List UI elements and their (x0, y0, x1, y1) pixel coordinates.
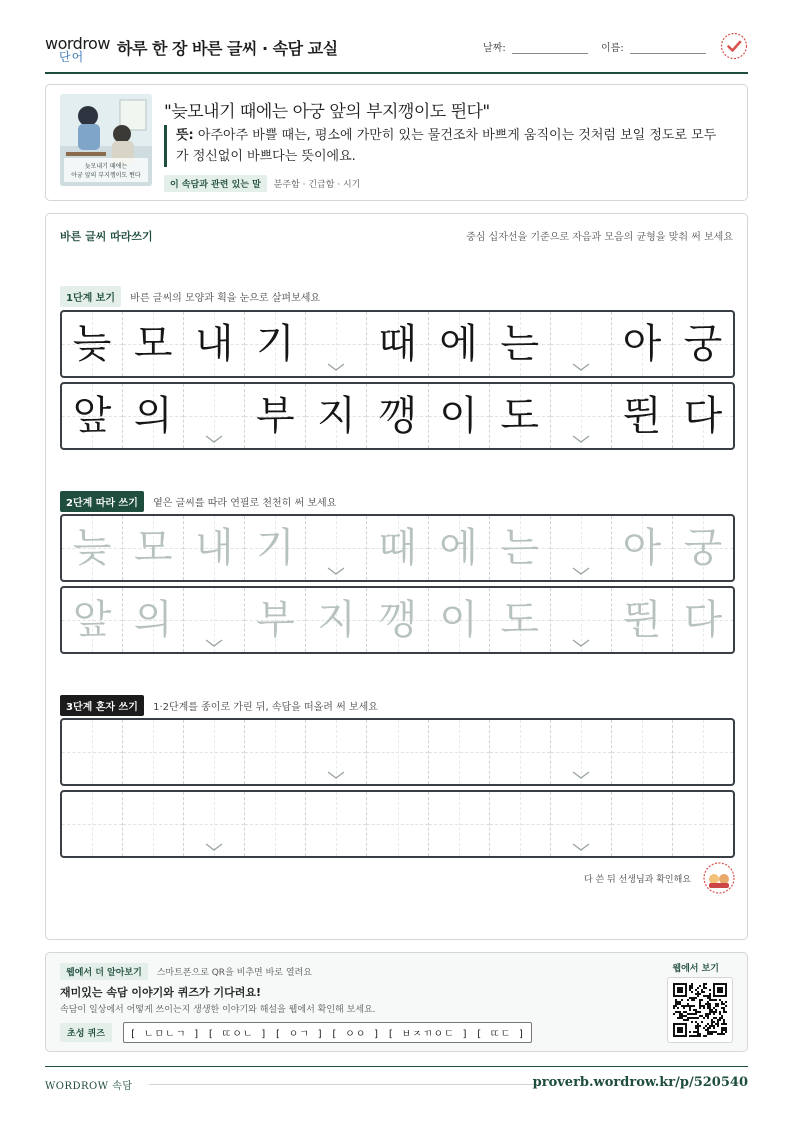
step1-row-2 (60, 382, 735, 450)
grid-character: 에 (439, 525, 478, 571)
step2-row-1[interactable] (60, 514, 735, 582)
grid-character: 깽 (378, 393, 417, 439)
space-mark-icon (572, 567, 590, 575)
web-more-chip: 웹에서 더 알아보기 (60, 963, 148, 980)
grid-character: 도 (500, 597, 540, 643)
grid-cell (367, 384, 428, 448)
grid-cell[interactable] (184, 792, 245, 856)
page-header (45, 28, 748, 74)
grid-cell[interactable] (612, 720, 673, 784)
grid-cell[interactable] (673, 792, 733, 856)
grid-cell[interactable] (367, 588, 428, 652)
grid-cell[interactable] (245, 588, 306, 652)
grid-character: 기 (256, 525, 295, 571)
grid-cell (184, 312, 245, 376)
chosung-quiz (60, 1022, 532, 1043)
grid-cell[interactable] (62, 720, 123, 784)
name-blank-line (630, 44, 706, 54)
grid-cell[interactable] (429, 720, 490, 784)
grid-cell[interactable] (551, 588, 612, 652)
grid-cell[interactable] (429, 516, 490, 580)
grid-cell (429, 312, 490, 376)
grid-character: 부 (256, 393, 295, 439)
space-mark-icon (572, 771, 590, 779)
step2-row-2[interactable] (60, 586, 735, 654)
step1-desc: 바른 글씨의 모양과 획을 눈으로 살펴보세요 (130, 293, 321, 304)
space-mark-icon (572, 363, 590, 371)
logo-wordmark: wordrow (45, 34, 110, 53)
related-label: 이 속담과 관련 있는 말 (164, 175, 267, 192)
grid-character: 부 (256, 597, 295, 643)
grid-cell[interactable] (551, 792, 612, 856)
grid-cell[interactable] (490, 516, 551, 580)
grid-character: 에 (439, 321, 478, 367)
grid-character: 앞 (72, 597, 112, 643)
related-words (164, 175, 360, 192)
grid-cell[interactable] (123, 588, 184, 652)
grid-cell (490, 312, 551, 376)
step1-tag: 1단계 보기 (60, 286, 121, 307)
grid-cell[interactable] (123, 792, 184, 856)
grid-character: 는 (500, 525, 540, 571)
grid-cell[interactable] (123, 720, 184, 784)
grid-character: 내 (194, 525, 234, 571)
quiz-label: 초성 퀴즈 (60, 1023, 112, 1042)
illustration-caption-2: 아궁 앞의 부지깽이도 뛴다 (71, 172, 141, 179)
grid-cell[interactable] (62, 588, 123, 652)
done-note: 다 쓴 뒤 선생님과 확인해요 (583, 875, 691, 885)
grid-character: 때 (378, 525, 417, 571)
grid-character: 궁 (683, 525, 723, 571)
grid-cell (245, 312, 306, 376)
grid-cell (62, 384, 123, 448)
space-mark-icon (572, 639, 590, 647)
grid-cell (673, 384, 733, 448)
grid-character: 모 (133, 525, 173, 571)
qr-code[interactable] (667, 977, 733, 1043)
step2-desc: 옅은 글씨를 따라 연필로 천천히 써 보세요 (153, 498, 337, 509)
page-title: 하루 한 장 바른 글씨 · 속담 교실 (117, 39, 338, 58)
grid-cell (490, 384, 551, 448)
grid-cell[interactable] (612, 792, 673, 856)
footer-url-link[interactable]: proverb.wordrow.kr/p/520540 (532, 1075, 748, 1090)
grid-cell[interactable] (490, 588, 551, 652)
footer-divider (149, 1084, 537, 1085)
grid-cell[interactable] (673, 588, 733, 652)
step3-desc: 1·2단계를 종이로 가린 뒤, 속담을 떠올려 써 보세요 (153, 702, 378, 713)
grid-cell[interactable] (673, 516, 733, 580)
teacher-stamp-icon (703, 862, 735, 894)
grid-character: 뛴 (622, 393, 662, 439)
space-mark-icon (205, 639, 223, 647)
qr-title: 웹에서 보기 (672, 964, 719, 974)
grid-cell[interactable] (245, 720, 306, 784)
space-mark-icon (572, 843, 590, 851)
grid-character: 의 (133, 597, 173, 643)
grid-cell[interactable] (245, 516, 306, 580)
web-more-tag (60, 963, 312, 980)
space-mark-icon (327, 567, 345, 575)
step3-row-2[interactable] (60, 790, 735, 858)
grid-cell[interactable] (490, 792, 551, 856)
name-label: 이름: (601, 43, 624, 54)
grid-cell[interactable] (367, 516, 428, 580)
grid-cell (123, 384, 184, 448)
date-field (483, 39, 588, 54)
grid-cell[interactable] (612, 516, 673, 580)
grid-cell (551, 312, 612, 376)
grid-character: 모 (133, 321, 173, 367)
grid-cell[interactable] (184, 720, 245, 784)
grid-character: 지 (317, 393, 356, 439)
grid-cell[interactable] (673, 720, 733, 784)
grid-cell[interactable] (62, 516, 123, 580)
grid-cell[interactable] (184, 516, 245, 580)
step2-label (60, 491, 336, 512)
grid-character: 아 (622, 525, 662, 571)
check-badge-icon (720, 32, 748, 60)
proverb-title: "늦모내기 때에는 아궁 앞의 부지깽이도 뛴다" (164, 102, 490, 122)
grid-cell[interactable] (184, 588, 245, 652)
grid-character: 의 (133, 393, 173, 439)
grid-cell[interactable] (123, 516, 184, 580)
grid-character: 늦 (72, 321, 112, 367)
grid-character: 이 (439, 393, 478, 439)
space-mark-icon (327, 363, 345, 371)
grid-cell (367, 312, 428, 376)
handwriting-practice-section (45, 213, 748, 940)
logo-subtext: 단어 (59, 50, 85, 64)
page-footer (45, 1066, 748, 1092)
grid-character: 다 (683, 597, 723, 643)
grid-cell[interactable] (306, 588, 367, 652)
proverb-illustration (60, 94, 152, 186)
wordrow-logo (45, 34, 109, 66)
space-mark-icon (327, 771, 345, 779)
grid-cell[interactable] (429, 588, 490, 652)
grid-cell (306, 384, 367, 448)
illustration-caption-1: 늦모내기 때에는 (84, 163, 128, 170)
grid-character: 앞 (72, 393, 112, 439)
web-more-headline: 재미있는 속담 이야기와 퀴즈가 기다려요! (60, 986, 261, 999)
step1-row-1 (60, 310, 735, 378)
grid-cell[interactable] (429, 792, 490, 856)
grid-cell[interactable] (306, 516, 367, 580)
grid-character: 늦 (72, 525, 112, 571)
grid-cell (306, 312, 367, 376)
grid-character: 지 (317, 597, 356, 643)
web-more-box (45, 952, 748, 1052)
grid-character: 다 (683, 393, 723, 439)
grid-cell (673, 312, 733, 376)
grid-cell (184, 384, 245, 448)
grid-character: 도 (500, 393, 540, 439)
grid-cell[interactable] (367, 792, 428, 856)
related-list: 분주함 · 긴급함 · 시기 (273, 180, 361, 190)
date-blank-line (512, 44, 588, 54)
meaning-label: 뜻: (176, 128, 194, 143)
grid-cell[interactable] (367, 720, 428, 784)
illustration-image (60, 94, 152, 186)
web-more-desc: 속담이 일상에서 어떻게 쓰이는지 생생한 이야기와 해설을 웹에서 확인해 보세요. (60, 1005, 376, 1015)
grid-character: 뛴 (622, 597, 662, 643)
meaning-text: 아주아주 바쁠 때는, 평소에 가만히 있는 물건조차 바쁘게 움직이는 것처럼 보일 정도로 모두가 정신없이 바쁘다는 뜻이에요. (176, 128, 717, 164)
grid-cell (551, 384, 612, 448)
space-mark-icon (205, 435, 223, 443)
grid-character: 이 (439, 597, 478, 643)
space-mark-icon (572, 435, 590, 443)
grid-character: 깽 (378, 597, 417, 643)
practice-hint: 중심 십자선을 기준으로 자음과 모음의 균형을 맞춰 써 보세요 (466, 232, 733, 243)
grid-cell[interactable] (306, 792, 367, 856)
grid-cell (612, 312, 673, 376)
practice-title: 바른 글씨 따라쓰기 (60, 230, 153, 243)
grid-cell (62, 312, 123, 376)
grid-cell[interactable] (62, 792, 123, 856)
grid-cell (123, 312, 184, 376)
proverb-meaning (164, 125, 724, 167)
step2-tag: 2단계 따라 쓰기 (60, 491, 144, 512)
step3-row-1[interactable] (60, 718, 735, 786)
grid-cell (612, 384, 673, 448)
qr-code-icon (673, 983, 727, 1037)
name-field (601, 39, 706, 54)
step3-label (60, 695, 378, 716)
proverb-card (45, 84, 748, 201)
grid-character: 궁 (683, 321, 723, 367)
grid-cell[interactable] (551, 720, 612, 784)
grid-character: 때 (378, 321, 417, 367)
grid-character: 내 (194, 321, 234, 367)
grid-cell (429, 384, 490, 448)
date-label: 날짜: (483, 43, 506, 54)
grid-cell[interactable] (245, 792, 306, 856)
grid-cell[interactable] (612, 588, 673, 652)
grid-cell (245, 384, 306, 448)
grid-cell[interactable] (306, 720, 367, 784)
step3-tag: 3단계 혼자 쓰기 (60, 695, 144, 716)
grid-character: 기 (256, 321, 295, 367)
grid-cell[interactable] (551, 516, 612, 580)
grid-character: 는 (500, 321, 540, 367)
grid-cell[interactable] (490, 720, 551, 784)
quiz-answer-box: [ ㄴㅁㄴㄱ ] [ ㄸㅇㄴ ] [ ㅇㄱ ] [ ㅇㅇ ] [ ㅂㅈㄲㅇㄷ ] [ ㄸㄷ ] (123, 1022, 532, 1043)
space-mark-icon (205, 843, 223, 851)
grid-character: 아 (622, 321, 662, 367)
step1-label (60, 286, 320, 307)
web-more-tag-desc: 스마트폰으로 QR을 비추면 바로 열려요 (156, 968, 312, 978)
footer-brand: WORDROW 속담 (45, 1081, 133, 1092)
